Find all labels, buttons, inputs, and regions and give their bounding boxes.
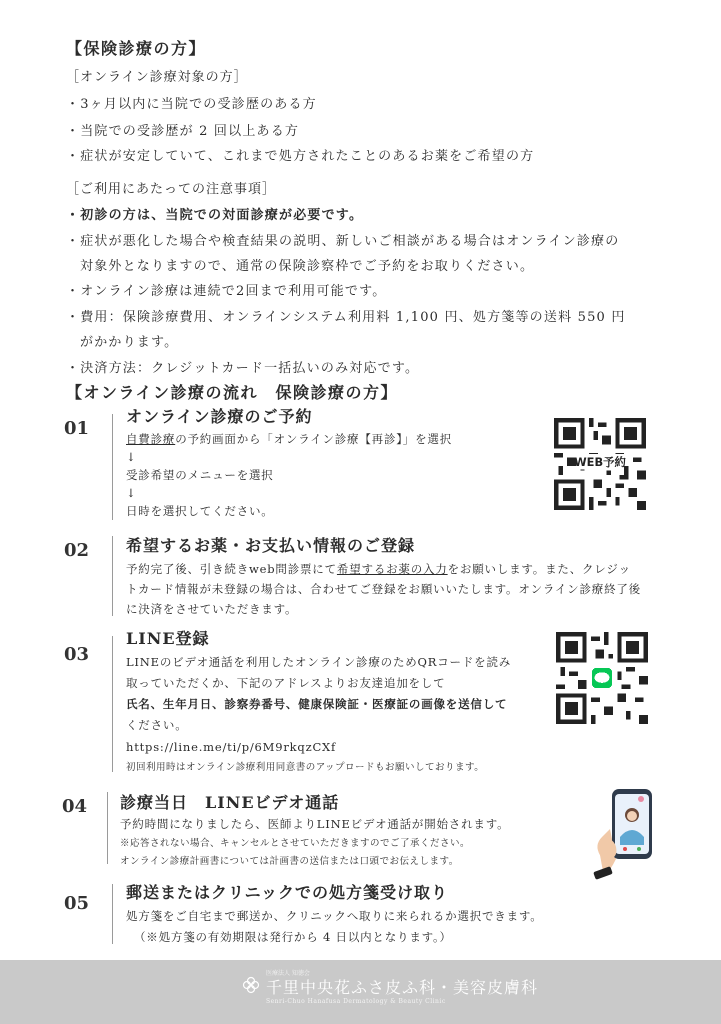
flow-heading: 【オンライン診療の流れ 保険診療の方】 — [66, 383, 399, 402]
step-text: トカード情報が未登録の場合は、合わせてご登録をお願いいたします。オンライン診療終了後 — [126, 582, 641, 596]
step-title: 診療当日 LINEビデオ通話 — [120, 793, 340, 812]
step-text-bold: 氏名、生年月日、診察券番号、健康保険証・医療証の画像を送信して — [126, 697, 508, 711]
note-item: ・症状が悪化した場合や検査結果の説明、新しいご相談がある場合はオンライン診療の — [66, 234, 620, 249]
step-note: 初回利用時はオンライン診療利用同意書のアップロードもお願いしております。 — [126, 762, 485, 773]
step-text — [126, 560, 631, 578]
step-text: ください。 — [126, 718, 188, 732]
step-title: LINE登録 — [126, 629, 210, 648]
step-text: 取っていただくか、下記のアドレスよりお友達追加をして — [126, 676, 446, 690]
qr-label: WEB予約 — [574, 455, 626, 470]
step-text: 処方箋をご自宅まで郵送か、クリニックへ取りに来られるか選択できます。 — [126, 909, 543, 923]
step-text — [126, 430, 452, 448]
arrow-down: ↓ — [126, 486, 137, 500]
insurance-heading: 【保険診療の方】 — [66, 39, 207, 58]
medicine-input-link[interactable]: 希望するお薬の入力 — [336, 562, 448, 576]
step-number: 05 — [64, 893, 90, 914]
step-number: 03 — [64, 644, 90, 665]
step-title: 郵送またはクリニックでの処方箋受け取り — [126, 883, 449, 902]
corp-name: 医療法人 知徳会 — [266, 970, 310, 977]
step-title: オンライン診療のご予約 — [126, 407, 313, 426]
step-divider — [112, 636, 113, 772]
web-reservation-qr-code[interactable] — [554, 418, 646, 510]
note-item-cont: がかかります。 — [80, 335, 179, 350]
step-divider — [112, 536, 113, 616]
target-item: ・3ヶ月以内に当院での受診歴のある方 — [66, 97, 317, 112]
step-text: （※処方箋の有効期限は発行から 4 日以内となります。） — [134, 930, 452, 944]
line-qr-code[interactable] — [556, 632, 648, 724]
step-text-pre: 予約完了後、引き続きweb問診票にて — [126, 562, 337, 576]
line-url-link[interactable]: https://line.me/ti/p/6M9rkqzCXf — [126, 740, 337, 754]
target-item: ・当院での受診歴が 2 回以上ある方 — [66, 124, 300, 139]
clinic-name-en: Senri-Chuo Hanafusa Dermatology & Beauty Clinic — [266, 998, 446, 1005]
target-heading: ［オンライン診療対象の方］ — [66, 70, 248, 85]
note-item: ・初診の方は、当院での対面診療が必要です。 — [66, 208, 364, 223]
clinic-footer — [0, 960, 721, 1024]
clinic-name: 千里中央花ふさ皮ふ科・美容皮膚科 — [266, 978, 539, 997]
note-item: ・決済方法：クレジットカード一括払いのみ対応です。 — [66, 361, 420, 376]
step-text: に決済をさせていただきます。 — [126, 602, 298, 616]
step-text: LINEのビデオ通話を利用したオンライン診療のためQRコードを読み — [126, 655, 512, 669]
step-note: オンライン診療計画書については計画書の送信または口頭でお伝えします。 — [120, 856, 459, 867]
step-number: 02 — [64, 540, 90, 561]
step-text: 受診希望のメニューを選択 — [126, 468, 274, 482]
self-pay-link[interactable]: 自費診療 — [126, 432, 176, 446]
target-item: ・症状が安定していて、これまで処方されたことのあるお薬をご希望の方 — [66, 149, 535, 164]
flower-logo-icon — [240, 974, 262, 996]
step-divider — [112, 414, 113, 520]
step-note: ※応答されない場合、キャンセルとさせていただきますのでご了承ください。 — [120, 838, 471, 849]
video-call-phone-illustration — [590, 785, 662, 885]
note-item: ・費用：保険診療費用、オンラインシステム利用料 1,100 円、処方箋等の送料 550 円 — [66, 310, 626, 325]
step-text: 予約時間になりましたら、医師よりLINEビデオ通話が開始されます。 — [120, 817, 510, 831]
note-item: ・オンライン診療は連続で2回まで利用可能です。 — [66, 284, 387, 299]
step-text-rest: の予約画面から「オンライン診療【再診】」を選択 — [175, 432, 453, 446]
step-divider — [112, 884, 113, 944]
arrow-down: ↓ — [126, 450, 137, 464]
step-text-post: をお願いします。また、クレジッ — [447, 562, 631, 576]
step-number: 04 — [62, 796, 88, 817]
note-item-cont: 対象外となりますので、通常の保険診察枠でご予約をお取りください。 — [80, 259, 535, 274]
step-number: 01 — [64, 418, 90, 439]
step-title: 希望するお薬・お支払い情報のご登録 — [126, 536, 416, 555]
step-text: 日時を選択してください。 — [126, 504, 274, 518]
step-divider — [107, 792, 108, 864]
notes-heading: ［ご利用にあたっての注意事項］ — [66, 182, 277, 197]
